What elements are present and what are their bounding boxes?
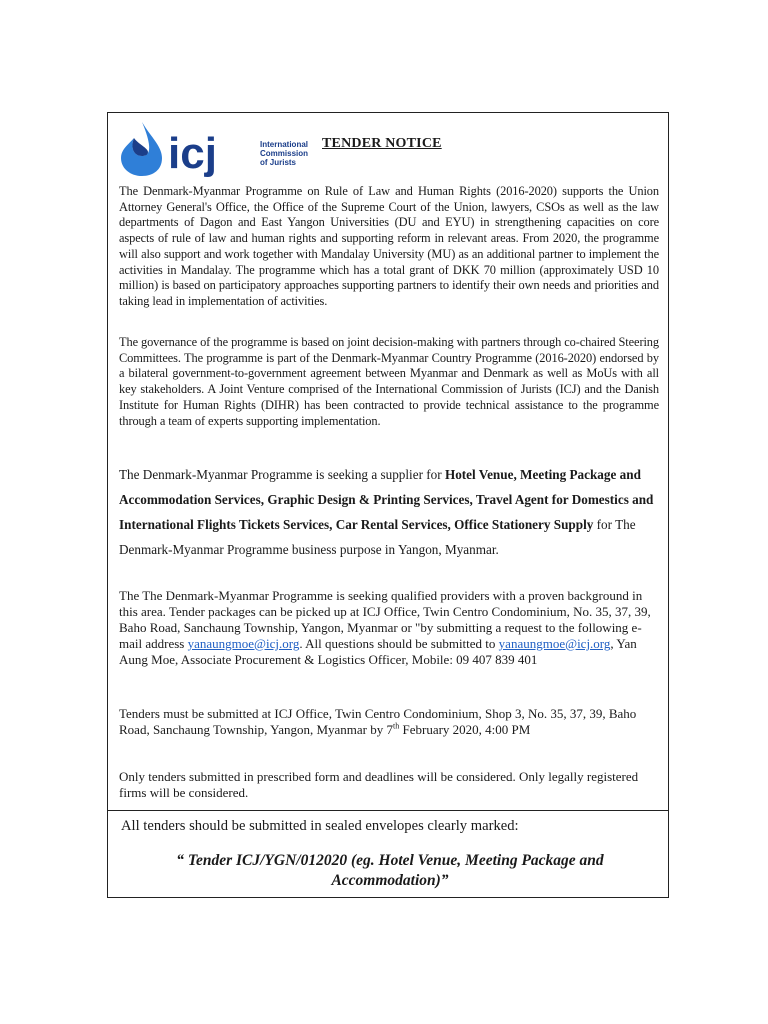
logo-org-line3: of Jurists <box>260 158 297 167</box>
packages-text-2: . All questions should be submitted to <box>299 635 499 651</box>
deadline-text-1: Tenders must be submitted at ICJ Office, Twin Centro Condominium, Shop 3, No. 35, 37, 39, Baho Road, Sanchaung Township, Yangon, Myanmar by 7 <box>119 706 637 737</box>
packages-text-1: The The Denmark-Myanmar Programme is seeking qualified providers with a proven background in this area. Tender packages can be picked up at ICJ Office, Twin Centro Condominium, No. 35, 37, 39, Baho Road, Sanchaung Township, Yangon, Myanmar or "by submitting a request to the following e-mail address <box>119 588 651 651</box>
email-link-1[interactable]: yanaungmoe@icj.org <box>187 635 300 651</box>
logo-org-name <box>260 140 330 167</box>
section-divider <box>107 810 669 811</box>
supplier-outro: for The Denmark-Myanmar Programme business purpose in Yangon, Myanmar. <box>119 517 636 557</box>
icj-logo-mark <box>120 118 260 178</box>
tender-reference-marking: “ Tender ICJ/YGN/012020 (eg. Hotel Venue, Meeting Package and Accommodation)” <box>176 852 604 889</box>
sealed-envelope-instruction: All tenders should be submitted in sealed envelopes clearly marked: <box>121 818 519 834</box>
logo-wordmark: icj <box>168 129 217 178</box>
paragraph-submission-deadline <box>119 706 659 738</box>
paragraph-eligibility: Only tenders submitted in prescribed form and deadlines will be considered. Only legally registered firms will be considered. <box>119 769 639 800</box>
deadline-text-2: February 2020, 4:00 PM <box>399 721 531 737</box>
paragraph-programme-overview: The Denmark-Myanmar Programme on Rule of Law and Human Rights (2016-2020) supports the Union Attorney General's Office, the Office of the Supreme Court of the Union, lawyers, CSOs as well as the law departments of Dagon and East Yangon Universities (DU and EYU) in strengthening capacities on core aspects of rule of law and human rights and supporting reform in relevant areas. From 2020, the programme will also support and work together with Mandalay University (MU) as an additional partner to implement the activities in Mandalay. The programme which has a total grant of DKK 70 million (approximately USD 10 million) is based on participatory approaches supporting partners to identify their own needs and priorities and taking lead in implementation of activities. <box>119 184 659 308</box>
supplier-services: Hotel Venue, Meeting Package and Accommodation Services, Graphic Design & Printing Services, Travel Agent for Domestics and International Flights Tickets Services, Car Rental Services, Office Stationery Supply <box>119 467 654 532</box>
icj-logo <box>120 118 320 178</box>
logo-org-line2: Commission <box>260 149 309 158</box>
notice-header <box>120 118 660 180</box>
deadline-ordinal: th <box>393 721 400 731</box>
paragraph-tender-packages <box>119 588 659 668</box>
email-link-2[interactable]: yanaungmoe@icj.org <box>498 635 611 651</box>
supplier-intro: The Denmark-Myanmar Programme is seeking a supplier for <box>119 467 445 482</box>
paragraph-supplier-request <box>119 462 659 562</box>
paragraph-governance: The governance of the programme is based on joint decision-making with partners through co-chaired Steering Committees. The programme is part of the Denmark-Myanmar Country Programme (2016-2020) endorsed by a bilateral government-to-government agreement between Myanmar and Denmark as well as MoUs with all key stakeholders. A Joint Venture comprised of the International Commission of Jurists (ICJ) and the Danish Institute for Human Rights (DIHR) has been contracted to provide technical assistance to the programme through a team of experts supporting implementation. <box>119 335 659 428</box>
page-title: TENDER NOTICE <box>322 136 442 151</box>
logo-org-line1: International <box>260 140 309 149</box>
packages-text-3: , Yan Aung Moe, Associate Procurement & Logistics Officer, Mobile: 09 407 839 401 <box>119 635 637 667</box>
